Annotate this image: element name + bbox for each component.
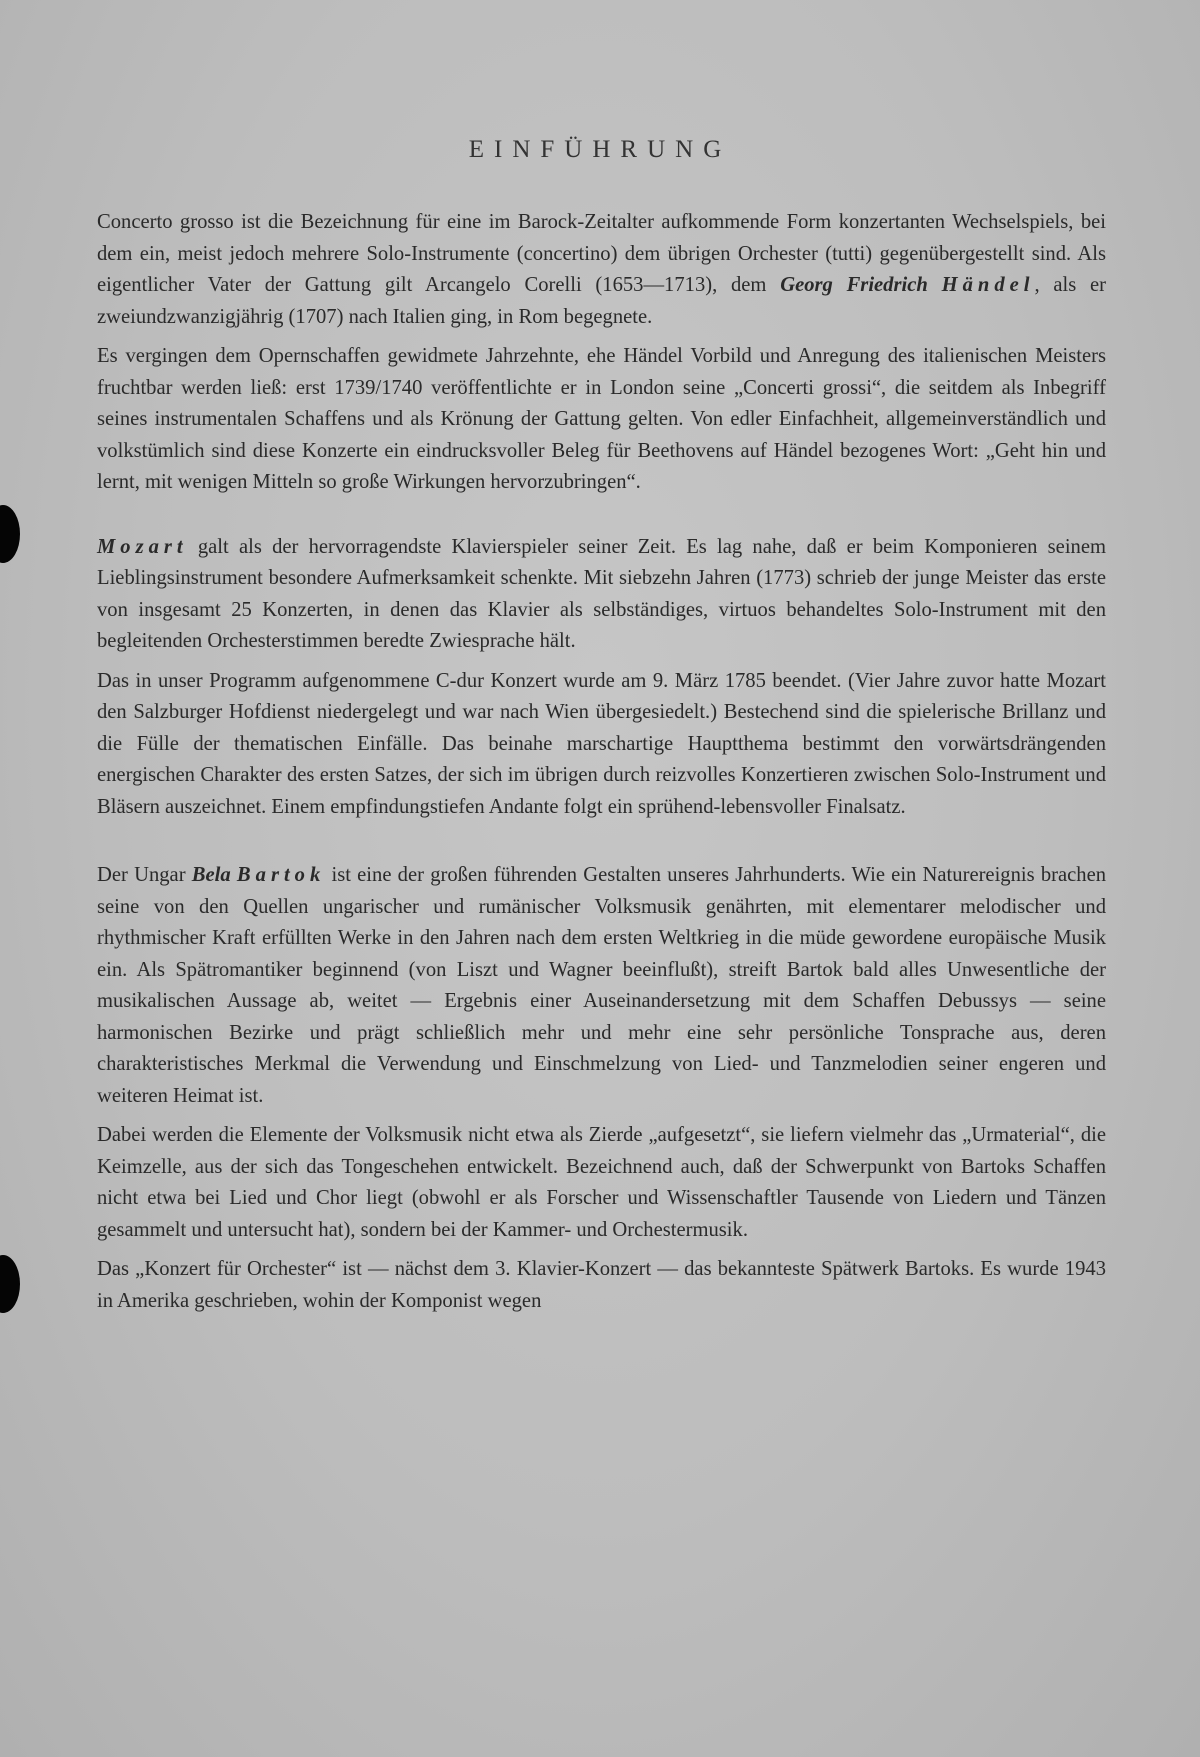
composer-name-bartok: Bartok (236, 864, 326, 886)
body-text (97, 207, 1106, 1317)
composer-name-handel: Händel (941, 274, 1035, 296)
paragraph-concerto-for-orchestra: Das „Konzert für Orchester“ ist — nächst dem 3. Klavier-Konzert — das bekannteste Spätwerk Bartoks. Es wurde 1943 in Amerika geschrieben, wohin der Komponist wegen (97, 1258, 1106, 1312)
paragraph-concerto-grosso (97, 207, 1106, 333)
paragraph-mozart-concerto: Das in unser Programm aufgenommene C-dur Konzert wurde am 9. März 1785 beendet. (Vier Jahre zuvor hatte Mozart den Salzburger Hofdienst niedergelegt und war nach Wien übergesiedelt.) Bestechend sind die spielerische Brillanz und die Fülle der thematischen Einfälle. Das beinahe marschartige Hauptthema bestimmt den vorwärtsdrängenden energischen Charakter des ersten Satzes, der sich im übrigen durch reizvolles Konzertieren zwischen Solo-Instrument und Bläsern auszeichnet. Einem empfindungstiefen Andante folgt ein sprühend-lebensvoller Finalsatz. (97, 669, 1106, 818)
punch-hole (0, 1255, 20, 1313)
paragraph-folk-music: Dabei werden die Elemente der Volksmusik nicht etwa als Zierde „aufgesetzt“, sie liefern vielmehr das „Urmaterial“, die Keimzelle, aus der sich das Tongeschehen entwickelt. Bezeichnend auch, daß der Schwerpunkt von Bartoks Schaffen nicht etwa bei Lied und Chor liegt (obwohl er als Forscher und Wissenschaftler Tausende von Liedern und Tänzen gesammelt und untersucht hat), sondern bei der Kammer- und Orchestermusik. (97, 1124, 1106, 1241)
composer-name-first: Bela (191, 864, 237, 886)
paragraph-text: Concerto grosso ist die Bezeichnung für eine im Barock-Zeitalter aufkommende Form konzertanten Wechselspiels, bei dem ein, meist jedoch mehrere Solo-Instrumente (concertino) dem übrigen Orchester (tutti) gegenübergestellt sind. Als eigentlicher Vater der Gattung gilt Arcangelo Corelli (1653—1713), dem (97, 211, 1106, 296)
paragraph-text: ist eine der großen führenden Gestalten unseres Jahrhunderts. Wie ein Naturereignis brachen seine von den Quellen ungarischer und rumänischer Volksmusik genährten, mit elementarer melodischer und rhythmischer Kraft erfüllten Werke in den Jahren nach dem ersten Weltkrieg in die müde gewordene europäische Musik ein. Als Spätromantiker beginnend (von Liszt und Wagner beeinflußt), streift Bartok bald alles Unwesentliche der musikalischen Aussage ab, weitet — Ergebnis einer Auseinandersetzung mit dem Schaffen Debussys — seine harmonischen Bezirke und prägt schließlich mehr und mehr eine sehr persönliche Tonsprache aus, deren charakteristisches Merkmal die Verwendung und Einschmelzung von Lied- und Tanzmelodien seiner engeren und weiteren Heimat ist. (97, 864, 1107, 1107)
composer-name-first: Georg Friedrich (780, 274, 942, 296)
paragraph-mozart (97, 532, 1106, 658)
paragraph-bartok (97, 860, 1106, 1112)
paragraph-text: galt als der hervorragendste Klavierspieler seiner Zeit. Es lag nahe, daß er beim Komponieren seinem Lieblingsinstrument besondere Aufmerksamkeit schenkte. Mit siebzehn Jahren (1773) schrieb der junge Meister das erste von insgesamt 25 Konzerten, in denen das Klavier als selbständiges, virtuos behandeltes Solo-Instrument mit den begleitenden Orchesterstimmen beredte Zwiesprache hält. (97, 535, 1106, 652)
punch-hole (0, 505, 20, 563)
paragraph-text: Der Ungar (97, 864, 192, 886)
paragraph-handel: Es vergingen dem Opernschaffen gewidmete Jahrzehnte, ehe Händel Vorbild und Anregung des italienischen Meisters fruchtbar werden ließ: erst 1739/1740 veröffentlichte er in London seine „Concerti grossi“, die seitdem als Inbegriff seines instrumentalen Schaffens und als Krönung der Gattung gelten. Von edler Einfachheit, allgemeinverständlich und volkstümlich sind diese Konzerte ein eindrucksvoller Beleg für Beethovens auf Händel bezogenes Wort: „Geht hin und lernt, mit wenigen Mitteln so große Wirkungen hervorzubringen“. (97, 345, 1106, 493)
composer-name-mozart: Mozart (97, 535, 188, 558)
paragraph-text: , als er zweiundzwanzigjährig (1707) nach Italien ging, in Rom begegnete. (97, 274, 1107, 328)
page-title: EINFÜHRUNG (468, 136, 732, 163)
